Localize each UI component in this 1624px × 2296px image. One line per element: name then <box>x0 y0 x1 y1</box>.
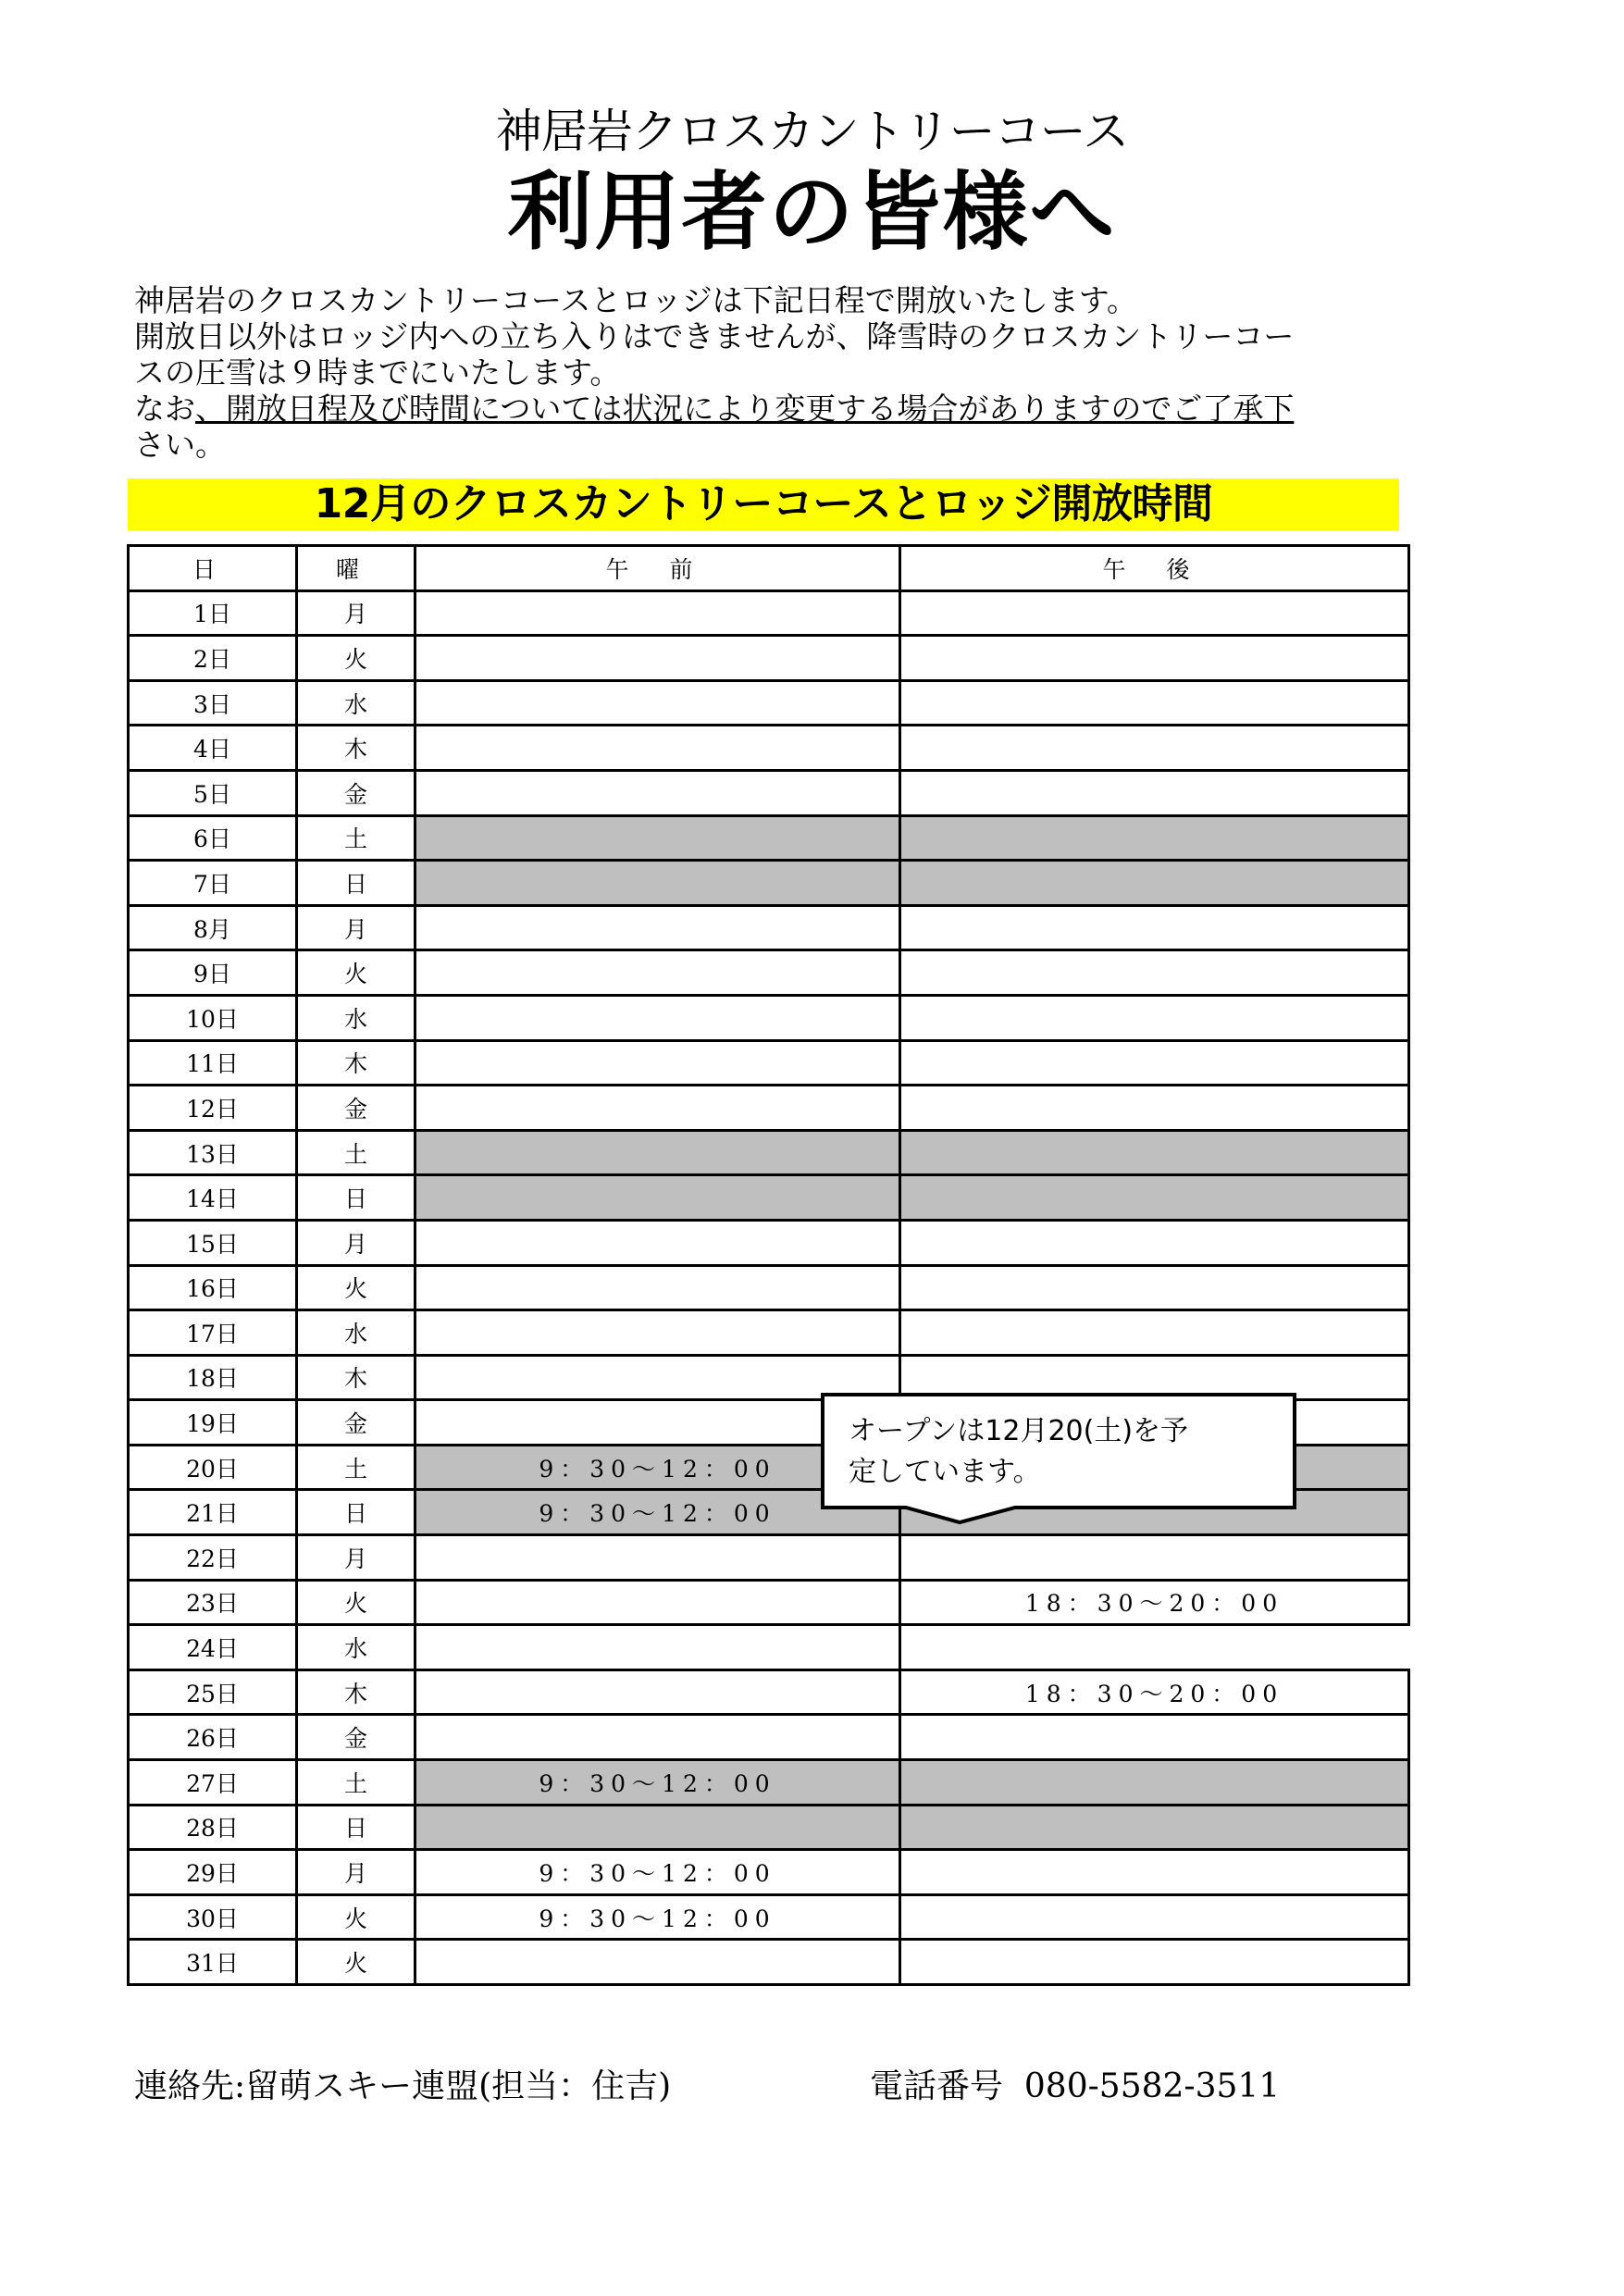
day-cell: 26日 <box>129 1715 297 1760</box>
pm-cell <box>900 995 1409 1040</box>
weekday-cell: 火 <box>297 1580 415 1625</box>
pm-cell <box>900 770 1409 815</box>
weekday-cell: 水 <box>297 1310 415 1356</box>
table-row <box>129 995 1409 1040</box>
pm-cell <box>900 1715 1409 1760</box>
am-cell: 9：30～12：00 <box>415 1850 900 1895</box>
am-cell <box>415 950 900 996</box>
phone-info <box>870 2064 1280 2110</box>
pm-cell <box>900 1040 1409 1086</box>
weekday-cell: 土 <box>297 1130 415 1175</box>
table-row <box>129 1580 1409 1625</box>
page-title: 利用者の皆様へ <box>507 163 1117 262</box>
pm-cell <box>900 1894 1409 1940</box>
day-cell: 23日 <box>129 1580 297 1625</box>
intro-line-4 <box>134 391 1411 427</box>
am-cell <box>415 905 900 950</box>
am-cell <box>415 1040 900 1086</box>
am-cell <box>415 770 900 815</box>
day-cell: 29日 <box>129 1850 297 1895</box>
day-cell: 30日 <box>129 1894 297 1940</box>
day-cell: 9日 <box>129 950 297 996</box>
day-cell: 28日 <box>129 1805 297 1850</box>
header-pm: 午 後 <box>900 546 1409 591</box>
callout-line-2: 定しています。 <box>849 1456 1041 1488</box>
weekday-cell: 月 <box>297 1850 415 1895</box>
weekday-cell: 木 <box>297 726 415 771</box>
weekday-cell: 月 <box>297 1535 415 1581</box>
pm-cell-closed <box>900 1805 1409 1850</box>
day-cell: 12日 <box>129 1086 297 1131</box>
day-cell: 22日 <box>129 1535 297 1581</box>
day-cell: 16日 <box>129 1265 297 1310</box>
table-row <box>129 1940 1409 1985</box>
intro-line-4-underlined: 、開放日程及び時間については状況により変更する場合がありますのでご了承下 <box>195 391 1295 427</box>
day-cell: 11日 <box>129 1040 297 1086</box>
schedule-banner: 12月のクロスカントリーコースとロッジ開放時間 <box>128 478 1399 530</box>
weekday-cell: 火 <box>297 950 415 996</box>
header-weekday: 曜 <box>297 546 415 591</box>
day-cell: 20日 <box>129 1445 297 1490</box>
intro-line-3: スの圧雪は９時までにいたします。 <box>134 354 621 391</box>
day-cell: 19日 <box>129 1400 297 1446</box>
am-cell-closed: 9：30～12：00 <box>415 1760 900 1806</box>
table-row <box>129 636 1409 681</box>
table-row <box>129 770 1409 815</box>
weekday-cell: 土 <box>297 1760 415 1806</box>
am-cell <box>415 1715 900 1760</box>
weekday-cell: 日 <box>297 1805 415 1850</box>
am-cell-closed <box>415 861 900 906</box>
am-cell <box>415 1669 900 1715</box>
weekday-cell: 木 <box>297 1040 415 1086</box>
table-row <box>129 1130 1409 1175</box>
day-cell: 8月 <box>129 905 297 950</box>
table-row <box>129 1625 1409 1670</box>
pm-cell-unbordered <box>900 1625 1409 1670</box>
weekday-cell: 金 <box>297 1715 415 1760</box>
weekday-cell: 日 <box>297 1175 415 1221</box>
weekday-cell: 水 <box>297 995 415 1040</box>
table-row <box>129 1175 1409 1221</box>
table-row <box>129 1805 1409 1850</box>
day-cell: 18日 <box>129 1355 297 1400</box>
am-cell <box>415 636 900 681</box>
pm-cell <box>900 726 1409 771</box>
am-cell <box>415 1265 900 1310</box>
weekday-cell: 火 <box>297 1894 415 1940</box>
table-row <box>129 1310 1409 1356</box>
weekday-cell: 金 <box>297 770 415 815</box>
intro-line-4-prefix: なお <box>134 391 195 427</box>
am-cell-closed <box>415 815 900 861</box>
callout-text <box>849 1411 1283 1493</box>
am-cell-closed <box>415 1805 900 1850</box>
am-cell <box>415 1940 900 1985</box>
pm-cell <box>900 680 1409 726</box>
table-row <box>129 1535 1409 1581</box>
pm-cell-closed <box>900 1760 1409 1806</box>
contact-footer <box>134 2064 1281 2110</box>
weekday-cell: 水 <box>297 680 415 726</box>
pm-cell: 18：30～20：00 <box>900 1669 1409 1715</box>
day-cell: 15日 <box>129 1220 297 1265</box>
am-cell-closed: 9：30～12：00 <box>415 1490 900 1535</box>
day-cell: 24日 <box>129 1625 297 1670</box>
table-row <box>129 1040 1409 1086</box>
phone-label: 電話番号 <box>870 2067 1004 2105</box>
weekday-cell: 木 <box>297 1669 415 1715</box>
table-row <box>129 1715 1409 1760</box>
table-row <box>129 861 1409 906</box>
pm-cell <box>900 636 1409 681</box>
day-cell: 17日 <box>129 1310 297 1356</box>
pm-cell <box>900 1940 1409 1985</box>
weekday-cell: 日 <box>297 861 415 906</box>
am-cell <box>415 726 900 771</box>
am-cell <box>415 590 900 636</box>
intro-notice <box>134 282 1411 463</box>
day-cell: 27日 <box>129 1760 297 1806</box>
am-cell: 9：30～12：00 <box>415 1894 900 1940</box>
am-cell-closed <box>415 1130 900 1175</box>
table-row <box>129 1669 1409 1715</box>
schedule-table <box>127 544 1410 1986</box>
day-cell: 7日 <box>129 861 297 906</box>
phone-number: 080-5582-3511 <box>1023 2067 1281 2105</box>
pm-cell <box>900 1310 1409 1356</box>
pm-cell <box>900 950 1409 996</box>
table-row <box>129 1850 1409 1895</box>
intro-line-2: 開放日以外はロッジ内への立ち入りはできませんが、降雪時のクロスカントリーコー <box>134 318 1295 354</box>
day-cell: 5日 <box>129 770 297 815</box>
weekday-cell: 月 <box>297 905 415 950</box>
day-cell: 1日 <box>129 590 297 636</box>
table-row <box>129 905 1409 950</box>
pm-cell <box>900 1086 1409 1131</box>
weekday-cell: 火 <box>297 636 415 681</box>
weekday-cell: 木 <box>297 1355 415 1400</box>
weekday-cell: 月 <box>297 1220 415 1265</box>
am-cell-closed <box>415 1175 900 1221</box>
pm-cell <box>900 1850 1409 1895</box>
pm-cell <box>900 1535 1409 1581</box>
weekday-cell: 火 <box>297 1265 415 1310</box>
day-cell: 13日 <box>129 1130 297 1175</box>
table-row <box>129 1760 1409 1806</box>
table-row <box>129 726 1409 771</box>
day-cell: 6日 <box>129 815 297 861</box>
table-header-row <box>129 546 1409 591</box>
am-cell <box>415 1086 900 1131</box>
header-am: 午 前 <box>415 546 900 591</box>
pm-cell <box>900 1220 1409 1265</box>
day-cell: 21日 <box>129 1490 297 1535</box>
day-cell: 25日 <box>129 1669 297 1715</box>
day-cell: 31日 <box>129 1940 297 1985</box>
am-cell <box>415 1310 900 1356</box>
weekday-cell: 月 <box>297 590 415 636</box>
opening-callout <box>821 1393 1296 1509</box>
pm-cell: 18：30～20：00 <box>900 1580 1409 1625</box>
pm-cell <box>900 905 1409 950</box>
am-cell <box>415 1535 900 1581</box>
weekday-cell: 日 <box>297 1490 415 1535</box>
pm-cell-closed <box>900 1175 1409 1221</box>
course-name-subtitle: 神居岩クロスカントリーコース <box>495 105 1129 158</box>
table-row <box>129 815 1409 861</box>
table-row <box>129 1894 1409 1940</box>
am-cell <box>415 1580 900 1625</box>
am-cell <box>415 1220 900 1265</box>
day-cell: 10日 <box>129 995 297 1040</box>
day-cell: 3日 <box>129 680 297 726</box>
weekday-cell: 土 <box>297 815 415 861</box>
pm-cell-closed <box>900 861 1409 906</box>
table-row <box>129 680 1409 726</box>
am-cell-closed: 9：30～12：00 <box>415 1445 900 1490</box>
callout-line-1: オープンは12月20(土)を予 <box>849 1415 1189 1447</box>
table-row <box>129 950 1409 996</box>
day-cell: 4日 <box>129 726 297 771</box>
table-row <box>129 1220 1409 1265</box>
pm-cell-closed <box>900 1130 1409 1175</box>
weekday-cell: 火 <box>297 1940 415 1985</box>
weekday-cell: 金 <box>297 1086 415 1131</box>
table-row <box>129 1265 1409 1310</box>
day-cell: 14日 <box>129 1175 297 1221</box>
intro-line-1: 神居岩のクロスカントリーコースとロッジは下記日程で開放いたします。 <box>134 282 1138 318</box>
pm-cell <box>900 590 1409 636</box>
table-row <box>129 1086 1409 1131</box>
contact-info: 連絡先:留萌スキー連盟(担当：住吉) <box>134 2067 672 2105</box>
pm-cell <box>900 1265 1409 1310</box>
day-cell: 2日 <box>129 636 297 681</box>
am-cell <box>415 1625 900 1670</box>
am-cell <box>415 995 900 1040</box>
intro-line-5: さい。 <box>134 427 226 463</box>
weekday-cell: 水 <box>297 1625 415 1670</box>
header-day: 日 <box>129 546 297 591</box>
weekday-cell: 土 <box>297 1445 415 1490</box>
pm-cell-closed <box>900 815 1409 861</box>
am-cell <box>415 680 900 726</box>
table-row <box>129 590 1409 636</box>
weekday-cell: 金 <box>297 1400 415 1446</box>
